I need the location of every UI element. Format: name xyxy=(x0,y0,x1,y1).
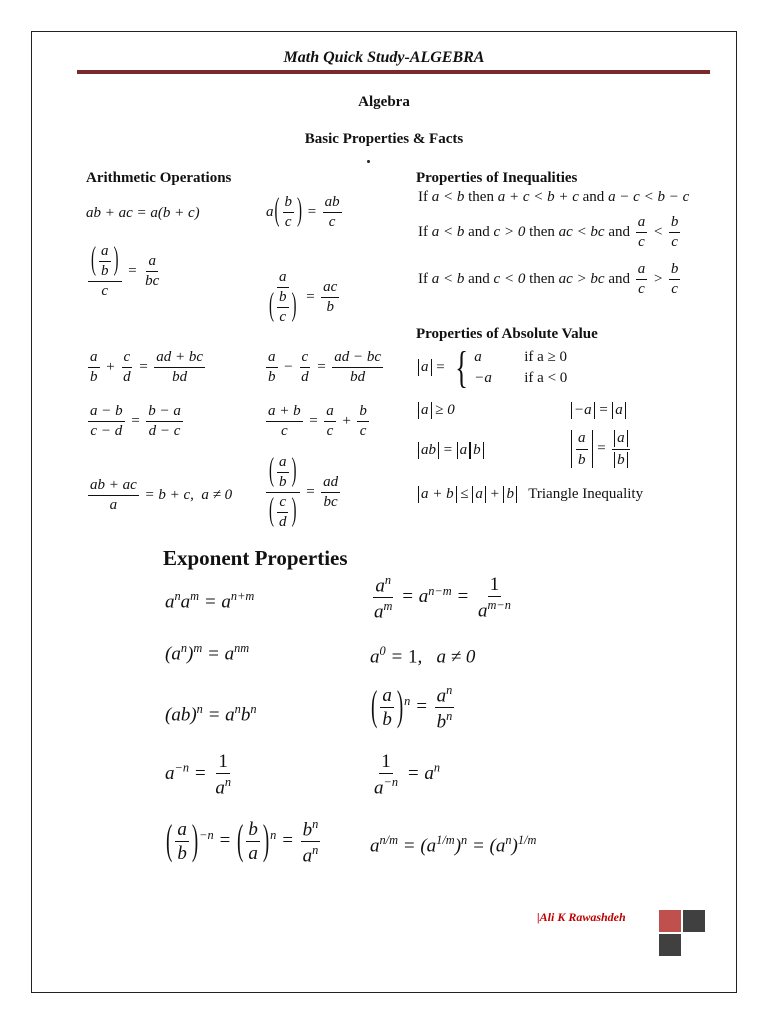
footer-author: |Ali K Rawashdeh xyxy=(537,910,626,924)
header-title: Math Quick Study-ALGEBRA xyxy=(283,49,485,66)
footer-square-dark-1 xyxy=(683,910,705,932)
formula-divide-by-fraction: a ( $\frac{b}{c}$ ) = $\frac{ac}{b}$ xyxy=(269,269,338,325)
abs-negation: −a = a xyxy=(571,402,626,419)
exp-negative: $a^{-n}$ = $\frac{1}{a^n}$ xyxy=(165,751,232,799)
dot-mark xyxy=(367,160,370,163)
exp-negative-fraction: ( $\frac{a}{b}$ ) $^{-n}$ = ( $\frac{b}{a}$ ) $^n$ = $\frac{b^n}{a^n}$ xyxy=(166,817,319,867)
footer-square-dark-2 xyxy=(659,934,681,956)
exp-product: $a^na^m = a^{n+m}$ xyxy=(165,589,255,613)
footer-square-red xyxy=(659,910,681,932)
inequality-rule-2: If a < b and c > 0 then ac < bc and $\frac{a}{c}$ < $\frac{b}{c}$ xyxy=(418,214,679,250)
exp-reciprocal-negative: $\frac{1}{a^{-n}}$ = $a^n$ xyxy=(374,751,441,799)
exp-quotient-power: ( $\frac{a}{b}$ ) $^n$ = $\frac{a^n}{b^n}$ xyxy=(371,683,453,733)
formula-factor-out: $\frac{ab + ac}{a}$ = b + c, a ≠ 0 xyxy=(90,477,233,513)
page-title: Algebra xyxy=(358,94,410,110)
formula-complex-fraction: ( $\frac{a}{b}$ ) ( $\frac{c}{d}$ ) = $\frac{ad}{bc}$ xyxy=(264,455,342,531)
abs-product: ab = a b xyxy=(418,442,484,459)
page-subtitle: Basic Properties & Facts xyxy=(304,131,464,147)
abs-quotient: $\frac{a}{b}$ = $\frac{a}{b}$ xyxy=(571,430,632,468)
exp-power-of-power: $(a^n)^m = a^{nm}$ xyxy=(165,641,250,665)
formula-swap-signs: $\frac{a - b}{c - d}$ = $\frac{b - a}{d - c}$ xyxy=(90,403,181,439)
formula-mult-fraction: a ( $\frac{b}{c}$ ) = $\frac{ab}{c}$ xyxy=(266,193,340,230)
formula-add-fractions: $\frac{a}{b}$ + $\frac{c}{d}$ = $\frac{ad + bc}{bd}$ xyxy=(90,349,204,385)
formula-subtract-fractions: $\frac{a}{b}$ − $\frac{c}{d}$ = $\frac{ad - bc}{bd}$ xyxy=(268,349,382,385)
arithmetic-heading: Arithmetic Operations xyxy=(86,170,232,186)
inequality-rule-1: If a < b then a + c < b + c and a − c < b − c xyxy=(418,189,690,205)
exponent-heading: Exponent Properties xyxy=(163,546,348,570)
abs-triangle: a + b ≤ a + b Triangle Inequality xyxy=(418,486,643,503)
abs-definition: a = { a if a ≥ 0 −a if a < 0 xyxy=(418,346,567,390)
formula-distributive: ab + ac = a(b + c) xyxy=(86,205,200,221)
formula-divide-by-c: ( $\frac{a}{b}$ ) c = $\frac{a}{bc}$ xyxy=(86,244,163,299)
inequality-rule-3: If a < b and c < 0 then ac > bc and $\frac{a}{c}$ > $\frac{b}{c}$ xyxy=(418,261,679,297)
exp-rational: $a^{n/m} = (a^{1/m})^n = (a^n)^{1/m}$ xyxy=(370,833,537,857)
inequalities-heading: Properties of Inequalities xyxy=(416,170,578,186)
absolute-heading: Properties of Absolute Value xyxy=(416,326,598,342)
exp-quotient: $\frac{a^n}{a^m}$ = $a^{n-m}$ = $\frac{1}{a^{m-n}}$ xyxy=(374,573,511,623)
formula-split-fraction: $\frac{a + b}{c}$ = $\frac{a}{c}$ + $\frac{b}{c}$ xyxy=(268,403,367,439)
exp-zero: $a^0 = 1$, a ≠ 0 xyxy=(370,644,476,668)
exp-product-power: $(ab)^n = a^nb^n$ xyxy=(165,702,257,726)
header-rule xyxy=(77,70,710,74)
abs-nonnegative: a ≥ 0 xyxy=(418,402,455,419)
